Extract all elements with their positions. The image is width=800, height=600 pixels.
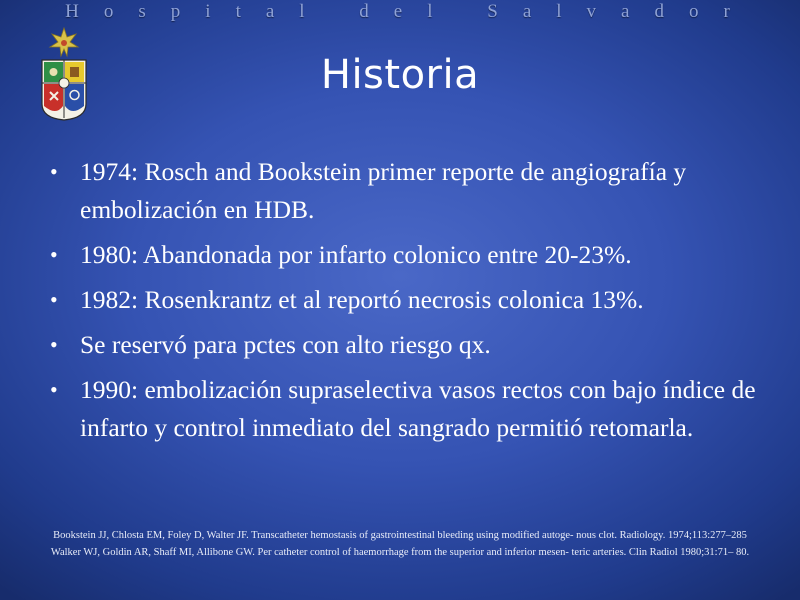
header-band — [0, 0, 800, 24]
bullet-text: 1974: Rosch and Bookstein primer reporte de angiografía y embolización en HDB. — [80, 157, 687, 224]
bullet-icon: • — [50, 242, 58, 267]
bullet-item — [50, 236, 770, 274]
bullet-item — [50, 326, 770, 364]
slide-title: Historia — [320, 52, 480, 98]
bullet-icon: • — [50, 159, 58, 184]
bullet-icon: • — [50, 332, 58, 357]
bullet-item — [50, 371, 770, 447]
bullet-icon: • — [50, 287, 58, 312]
bullet-text: 1990: embolización supraselectiva vasos rectos con bajo índice de infarto y control inmediato del sangrado permitió retomarla. — [80, 375, 756, 442]
references — [20, 527, 780, 561]
reference-item: Bookstein JJ, Chlosta EM, Foley D, Walter JF. Transcatheter hemostasis of gastrointestinal bleeding using modified autoge- nous clot. Radiology. 1974;113:277–285 — [53, 530, 747, 541]
bullet-text: Se reservó para pctes con alto riesgo qx. — [80, 330, 491, 359]
bullet-item — [50, 281, 770, 319]
bullet-item — [50, 153, 770, 229]
hospital-name: Hospital del Salvador — [65, 1, 755, 22]
bullet-text: 1982: Rosenkrantz et al reportó necrosis colonica 13%. — [80, 285, 644, 314]
bullet-text: 1980: Abandonada por infarto colonico entre 20-23%. — [80, 240, 632, 269]
bullet-icon: • — [50, 377, 58, 402]
bullet-list — [50, 153, 770, 454]
reference-item: Walker WJ, Goldin AR, Shaff MI, Allibone GW. Per catheter control of haemorrhage from the superior and inferior mesen- teric arteries. Clin Radiol 1980;31:71– 80. — [50, 547, 750, 558]
